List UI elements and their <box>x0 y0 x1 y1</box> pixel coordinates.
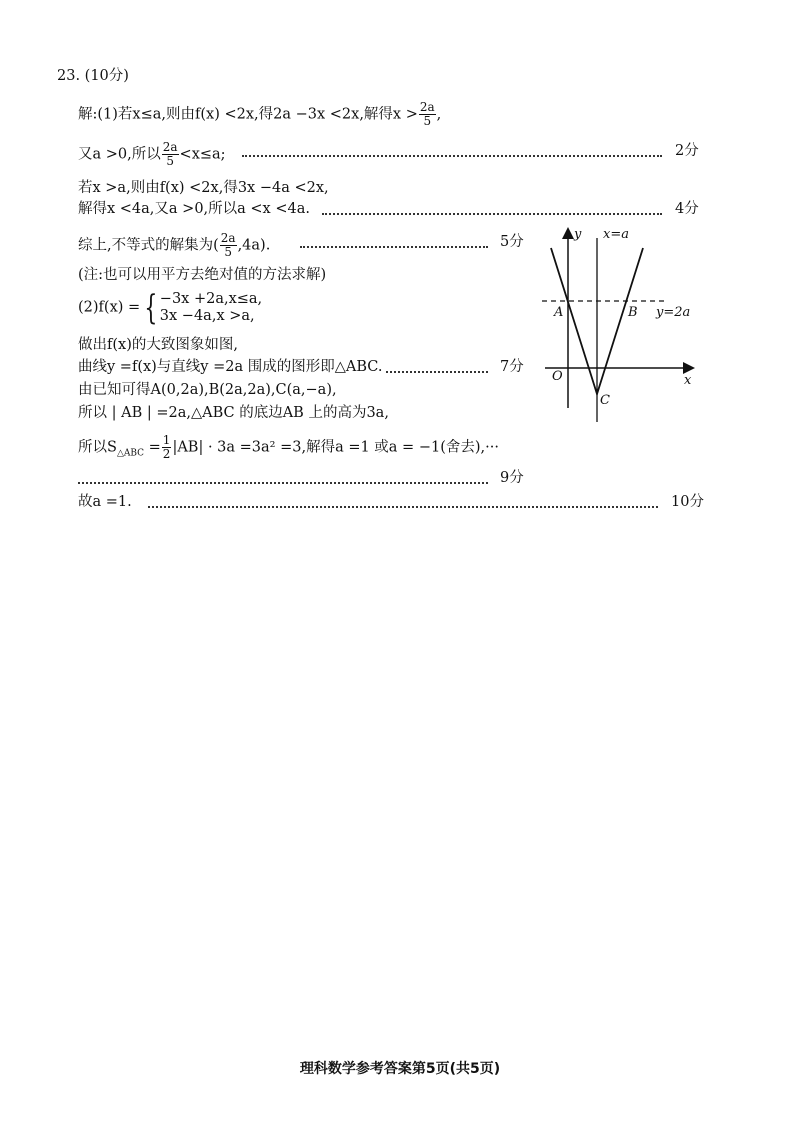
solution-line-11: 所以 | AB | =2a,△ABC 的底边AB 上的高为3a, <box>78 405 389 421</box>
point-c-label: C <box>600 393 610 408</box>
solution-text: 解:(1)若x≤a,则由f(x) <2x,得2a −3x <2x,解得x > <box>78 106 418 123</box>
case-1: −3x +2a,x≤a, <box>159 291 263 307</box>
fraction-numerator: 2a <box>220 231 236 245</box>
brace-symbol: { <box>144 288 158 328</box>
solution-text: ,4a). <box>237 237 271 254</box>
y-eq-2a-label: y=2a <box>656 305 691 320</box>
solution-note: (注:也可以用平方去绝对值的方法求解) <box>78 267 327 283</box>
fraction-numerator: 2a <box>162 140 178 154</box>
solution-text: (2)f(x) = <box>78 299 141 316</box>
point-b-label: B <box>628 305 638 320</box>
case-2: 3x −4a,x >a, <box>159 308 255 324</box>
x-axis-label: x <box>684 373 692 388</box>
solution-text: 所以S <box>78 439 117 456</box>
point-a-label: A <box>554 305 564 320</box>
solution-text: |AB| · 3a =3a² =3,解得a =1 或a = −1(舍去),··· <box>172 439 499 456</box>
page-footer: 理科数学参考答案第5页(共5页) <box>299 1061 501 1077</box>
solution-text: <x≤a; <box>179 146 226 163</box>
origin-label: O <box>552 369 563 384</box>
score-7: 7分 <box>500 359 524 375</box>
solution-text: = <box>144 439 161 456</box>
fraction-numerator: 2a <box>419 100 435 114</box>
triangle-subscript: △ABC <box>116 448 145 459</box>
fraction-denominator: 5 <box>166 154 174 168</box>
y-axis-label: y <box>574 227 582 242</box>
score-2: 2分 <box>675 143 699 159</box>
problem-number: 23. (10分) <box>57 68 129 84</box>
score-9: 9分 <box>500 470 524 486</box>
solution-text: 又a >0,所以 <box>78 146 161 163</box>
solution-line-4: 解得x <4a,又a >0,所以a <x <4a. <box>78 201 310 217</box>
fraction-numerator: 1 <box>162 433 171 447</box>
solution-conclusion: 故a =1. <box>78 494 132 510</box>
score-10: 10分 <box>671 494 704 510</box>
x-eq-a-label: x=a <box>603 227 629 242</box>
solution-line-9: 曲线y =f(x)与直线y =2a 围成的图形即△ABC. <box>78 359 383 375</box>
solution-line-1: 解:(1)若x≤a,则由f(x) <2x,得2a −3x <2x,解得x > $\frac{2a}{5}$ , <box>78 100 442 128</box>
solution-line-10: 由已知可得A(0,2a),B(2a,2a),C(a,−a), <box>78 382 337 398</box>
fraction-denominator: 5 <box>224 245 232 259</box>
fraction-denominator: 5 <box>423 114 432 128</box>
solution-line-8: 做出f(x)的大致图象如图, <box>78 337 238 353</box>
score-5: 5分 <box>500 234 524 250</box>
fraction-denominator: 2 <box>162 447 171 461</box>
solution-line-3: 若x >a,则由f(x) <2x,得3x −4a <2x, <box>78 180 329 196</box>
solution-text: 综上,不等式的解集为( <box>78 237 219 254</box>
score-4: 4分 <box>675 201 699 217</box>
